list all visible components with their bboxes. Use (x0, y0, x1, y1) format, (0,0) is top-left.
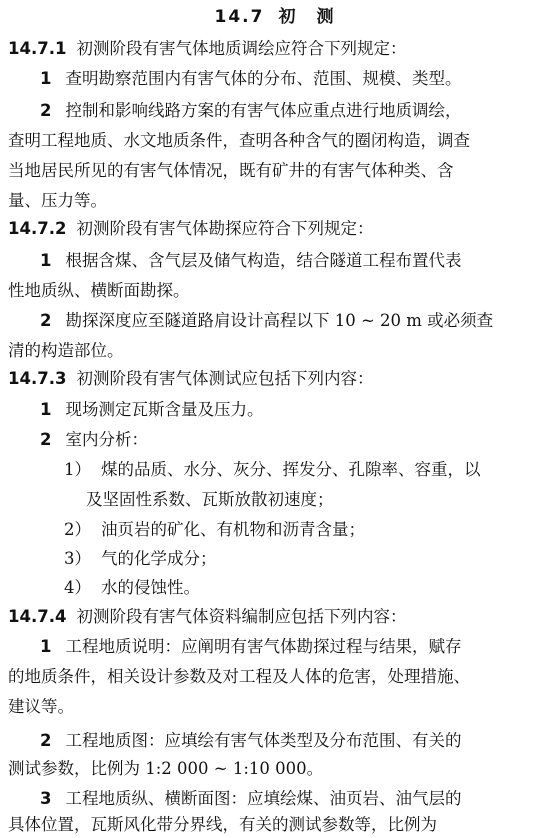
clause-number: 14.7.1 (8, 39, 67, 58)
item-text: 根据含煤、含气层及储气构造，结合隧道工程布置代表 (65, 251, 462, 270)
item-number: 3 (40, 789, 52, 808)
item-number: 2 (40, 311, 52, 330)
item-text: 工程地质纵、横断面图：应填绘煤、油页岩、油气层的 (65, 789, 462, 808)
item-text: 查明勘察范围内有害气体的分布、范围、规模、类型。 (65, 69, 462, 88)
item-line (40, 397, 542, 423)
item-continuation-line-cut: 具体位置，瓦斯风化带分界线，有关的测试参数等，比例为 (8, 815, 437, 834)
item-text: 勘探深度应至隧道路肩设计高程以下 10 ~ 20 m 或必须查 (65, 311, 494, 330)
clause-line (8, 216, 542, 242)
clause-intro: 初测阶段有害气体地质调绘应符合下列规定： (76, 39, 407, 58)
subitem-text: 煤的品质、水分、灰分、挥发分、孔隙率、容重，以 (101, 460, 481, 479)
item-text: 控制和影响线路方案的有害气体应重点进行地质调绘， (65, 101, 462, 120)
item-line (40, 308, 542, 334)
clause-intro: 初测阶段有害气体测试应包括下列内容： (76, 369, 374, 388)
item-line (40, 634, 542, 660)
subitem-line (64, 457, 542, 483)
section-title: 初 测 (278, 7, 336, 27)
item-number: 1 (40, 400, 52, 419)
clause-intro: 初测阶段有害气体资料编制应包括下列内容： (76, 607, 407, 626)
item-line (40, 66, 542, 92)
subitem-text: 油页岩的矿化、有机物和沥青含量； (101, 520, 365, 539)
subitem-line (64, 546, 542, 572)
subitem-continuation-line: 及坚固性系数、瓦斯放散初速度； (86, 490, 334, 509)
subitem-text: 气的化学成分； (101, 549, 217, 568)
item-number: 2 (40, 731, 52, 750)
item-text: 工程地质说明：应阐明有害气体勘探过程与结果，赋存 (65, 637, 462, 656)
subitem-line (64, 575, 542, 601)
subitem-line (64, 517, 542, 543)
clause-line (8, 36, 542, 62)
item-line (40, 728, 542, 754)
item-continuation-line: 量、压力等。 (8, 191, 107, 210)
item-text: 工程地质图：应填绘有害气体类型及分布范围、有关的 (65, 731, 462, 750)
subitem-number: 2） (64, 520, 91, 539)
item-number: 1 (40, 637, 52, 656)
item-line (40, 248, 542, 274)
item-number: 2 (40, 430, 52, 449)
subitem-text: 水的侵蚀性。 (101, 578, 200, 597)
item-continuation-line: 当地居民所见的有害气体情况，既有矿井的有害气体种类、含 (8, 161, 454, 180)
item-number: 2 (40, 101, 52, 120)
item-continuation-line: 建议等。 (8, 697, 74, 716)
item-continuation-line: 查明工程地质、水文地质条件，查明各种含气的圈闭构造，调查 (8, 131, 470, 150)
item-continuation-line: 测试参数，比例为 1:2 000 ~ 1:10 000。 (8, 759, 324, 778)
section-number: 14.7 (214, 7, 265, 27)
clause-number: 14.7.2 (8, 219, 67, 238)
clause-number: 14.7.4 (8, 607, 67, 626)
clause-line (8, 366, 542, 392)
section-heading (0, 6, 550, 28)
item-continuation-line: 的地质条件，相关设计参数及对工程及人体的危害，处理措施、 (8, 667, 470, 686)
item-text: 室内分析： (65, 430, 148, 449)
item-number: 1 (40, 251, 52, 270)
item-continuation-line: 清的构造部位。 (8, 341, 124, 360)
subitem-number: 1） (64, 460, 91, 479)
clause-line (8, 604, 542, 630)
item-line (40, 786, 542, 812)
item-line (40, 427, 542, 453)
item-continuation-line: 性地质纵、横断面勘探。 (8, 281, 190, 300)
subitem-number: 3） (64, 549, 91, 568)
clause-number: 14.7.3 (8, 369, 67, 388)
item-line (40, 98, 542, 124)
clause-intro: 初测阶段有害气体勘探应符合下列规定： (76, 219, 374, 238)
item-number: 1 (40, 69, 52, 88)
subitem-number: 4） (64, 578, 91, 597)
item-text: 现场测定瓦斯含量及压力。 (65, 400, 264, 419)
